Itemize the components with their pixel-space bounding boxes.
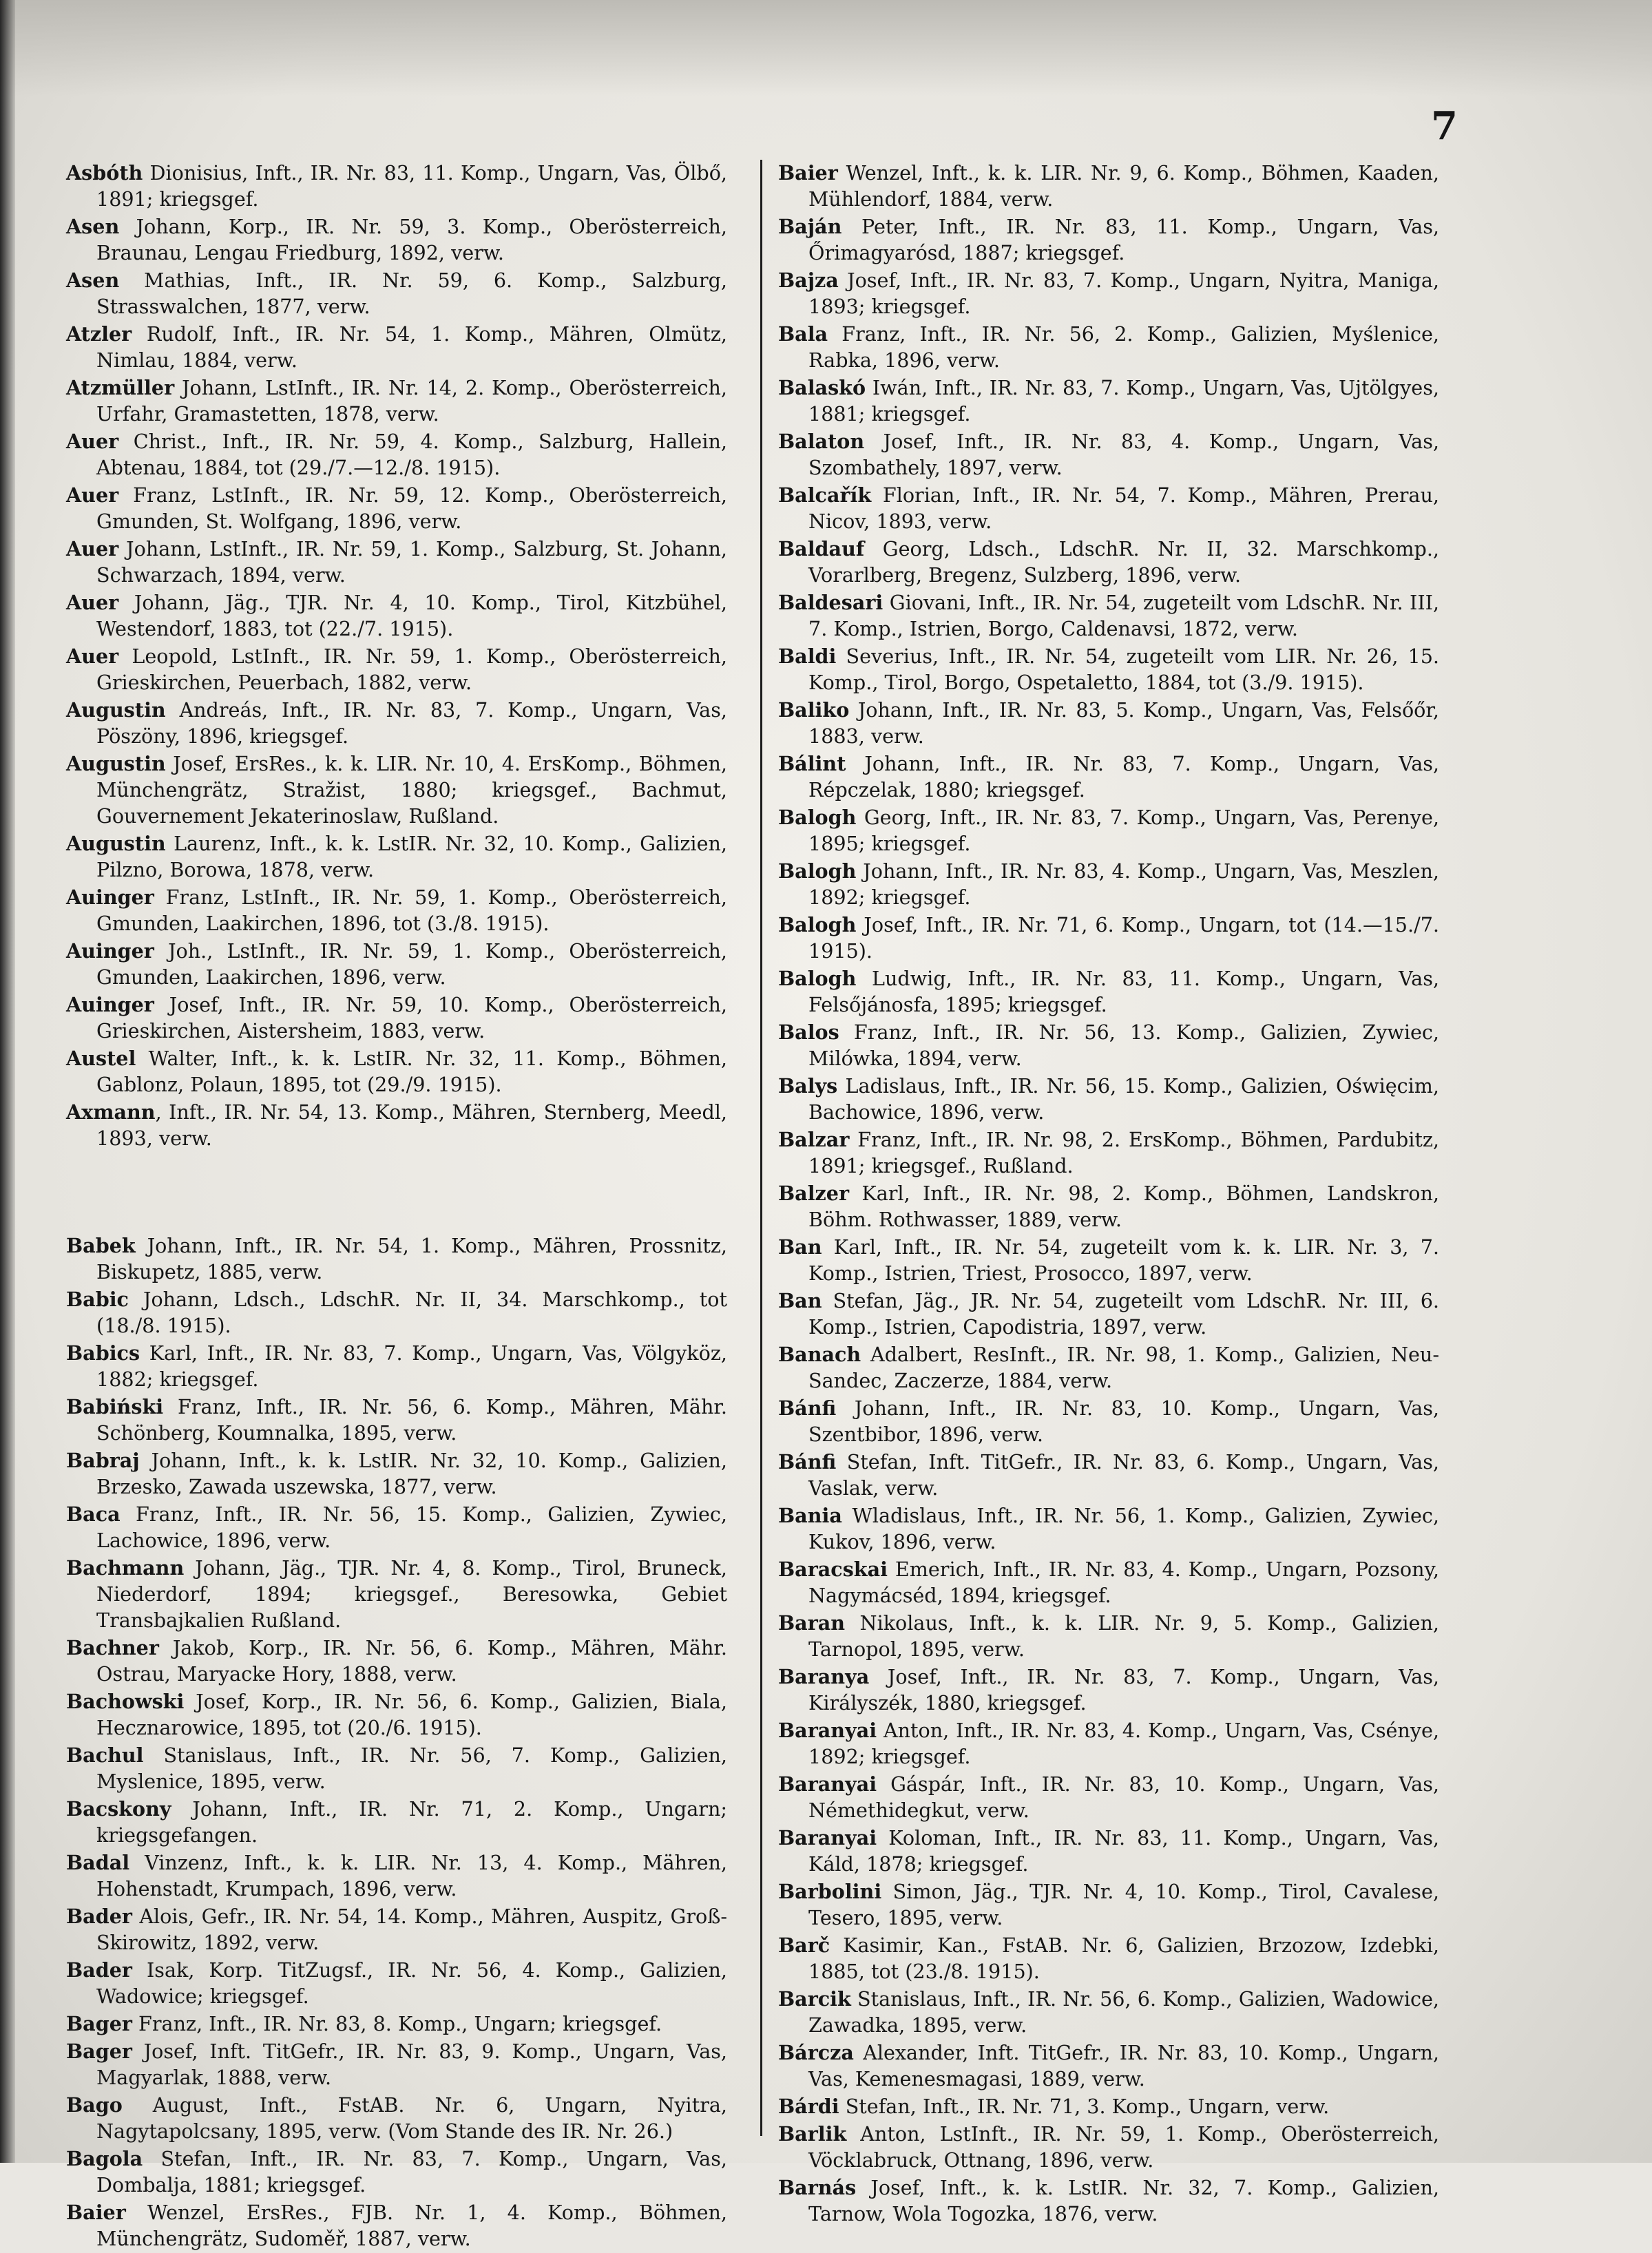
register-entry <box>66 1233 727 1285</box>
entry-details: Josef, ErsRes., k. k. LIR. Nr. 10, 4. ErsKomp., Böhmen, Münchengrätz, Stražist, 1880; kriegsgef., Bachmut, Gouvernement Jekaterinoslaw, Rußland. <box>96 752 727 828</box>
entry-surname: Bala <box>778 322 828 346</box>
entry-surname: Baldauf <box>778 537 865 560</box>
register-entry <box>778 1180 1439 1233</box>
register-entry <box>778 1932 1439 1984</box>
entry-details: Anton, Inft., IR. Nr. 83, 4. Komp., Ungarn, Vas, Csénye, 1892; kriegsgef. <box>808 1719 1439 1768</box>
entry-details: Ludwig, Inft., IR. Nr. 83, 11. Komp., Ungarn, Vas, Felsőjánosfa, 1895; kriegsgef. <box>808 967 1439 1016</box>
entry-details: Koloman, Inft., IR. Nr. 83, 11. Komp., Ungarn, Vas, Káld, 1878; kriegsgef. <box>808 1826 1439 1876</box>
entry-surname: Asen <box>66 215 120 238</box>
entry-details: Karl, Inft., IR. Nr. 83, 7. Komp., Ungarn, Vas, Völgyköz, 1882; kriegsgef. <box>96 1341 727 1391</box>
entry-surname: Baranyai <box>778 1772 877 1796</box>
entry-details: Johann, Inft., IR. Nr. 83, 7. Komp., Ungarn, Vas, Répczelak, 1880; kriegsgef. <box>808 752 1439 801</box>
entry-details: Stefan, Inft., IR. Nr. 71, 3. Komp., Ungarn, verw. <box>839 2095 1330 2118</box>
register-entry <box>778 751 1439 803</box>
entry-surname: Ban <box>778 1289 822 1312</box>
column-divider <box>760 160 762 2136</box>
entry-surname: Baliko <box>778 698 850 722</box>
entry-surname: Bálint <box>778 752 846 775</box>
register-entry <box>66 482 727 534</box>
register-entry <box>778 1341 1439 1394</box>
entry-details: Josef, Inft., IR. Nr. 83, 4. Komp., Ungarn, Vas, Szombathely, 1897, verw. <box>808 430 1439 479</box>
entry-details: Georg, Ldsch., LdschR. Nr. II, 32. Marschkomp., Vorarlberg, Bregenz, Sulzberg, 1896, verw. <box>808 537 1439 587</box>
register-entry <box>66 1099 727 1151</box>
entry-details: Laurenz, Inft., k. k. LstIR. Nr. 32, 10. Komp., Galizien, Pilzno, Borowa, 1878, verw. <box>96 832 727 881</box>
register-entry <box>778 697 1439 749</box>
entry-surname: Babraj <box>66 1449 140 1472</box>
register-entry <box>66 1742 727 1794</box>
entry-details: Johann, Jäg., TJR. Nr. 4, 10. Komp., Tirol, Kitzbühel, Westendorf, 1883, tot (22./7. 1915). <box>96 591 727 640</box>
entry-details: Josef, Inft. TitGefr., IR. Nr. 83, 9. Komp., Ungarn, Vas, Magyarlak, 1888, verw. <box>96 2040 727 2089</box>
entry-details: Johann, Inft., IR. Nr. 83, 4. Komp., Ungarn, Vas, Meszlen, 1892; kriegsgef. <box>808 859 1439 909</box>
entry-details: Gáspár, Inft., IR. Nr. 83, 10. Komp., Ungarn, Vas, Némethidegkut, verw. <box>808 1772 1439 1822</box>
entry-surname: Baier <box>778 161 838 185</box>
entry-details: Johann, Inft., IR. Nr. 71, 2. Komp., Ungarn; kriegsgefangen. <box>96 1797 727 1847</box>
register-entry <box>778 965 1439 1018</box>
entry-details: Stefan, Inft., IR. Nr. 83, 7. Komp., Ungarn, Vas, Dombalja, 1881; kriegsgef. <box>96 2147 727 2197</box>
entry-surname: Babic <box>66 1288 129 1311</box>
entry-details: Johann, Inft., IR. Nr. 83, 5. Komp., Ungarn, Vas, Felsőőr, 1883, verw. <box>808 698 1439 748</box>
entry-details: Leopold, LstInft., IR. Nr. 59, 1. Komp., Oberösterreich, Grieskirchen, Peuerbach, 1882, verw. <box>96 645 727 694</box>
entry-details: Johann, LstInft., IR. Nr. 14, 2. Komp., Oberösterreich, Urfahr, Gramastetten, 1878, verw. <box>96 376 727 426</box>
register-entry <box>66 1340 727 1392</box>
binding-edge <box>0 0 15 2163</box>
register-entry <box>66 1635 727 1687</box>
page-number: 7 <box>1431 103 1458 149</box>
entry-surname: Banach <box>778 1343 861 1366</box>
entry-details: August, Inft., FstAB. Nr. 6, Ungarn, Nyitra, Nagytapolcsany, 1895, verw. (Vom Stande des IR. Nr. 26.) <box>96 2093 727 2143</box>
entry-surname: Balogh <box>778 806 857 829</box>
entry-details: Adalbert, ResInft., IR. Nr. 98, 1. Komp., Galizien, Neu-Sandec, Zaczerze, 1884, verw. <box>808 1343 1439 1392</box>
entry-surname: Balogh <box>778 967 857 990</box>
register-entry <box>66 1903 727 1956</box>
entry-details: Iwán, Inft., IR. Nr. 83, 7. Komp., Ungarn, Vas, Ujtölgyes, 1881; kriegsgef. <box>808 376 1439 426</box>
register-entry <box>66 321 727 373</box>
entry-surname: Balaskó <box>778 376 866 399</box>
entry-surname: Bania <box>778 1504 842 1527</box>
entry-surname: Balzer <box>778 1182 850 1205</box>
register-entry <box>66 2038 727 2090</box>
register-entry <box>778 213 1439 266</box>
entry-surname: Asen <box>66 269 120 292</box>
entry-details: Johann, Inft., IR. Nr. 54, 1. Komp., Mähren, Prossnitz, Biskupetz, 1885, verw. <box>96 1234 727 1283</box>
entry-surname: Baranya <box>778 1665 870 1688</box>
entry-surname: Baján <box>778 215 842 238</box>
entry-surname: Baier <box>66 2201 126 2224</box>
entry-details: Alexander, Inft. TitGefr., IR. Nr. 83, 10. Komp., Ungarn, Vas, Kemenesmagasi, 1889, verw. <box>808 2041 1439 2090</box>
entry-details: Wenzel, ErsRes., FJB. Nr. 1, 4. Komp., Böhmen, Münchengrätz, Sudoměř, 1887, verw. <box>96 2201 727 2250</box>
register-entry <box>778 1234 1439 1286</box>
entry-surname: Balzar <box>778 1128 850 1151</box>
register-entry <box>66 1286 727 1339</box>
entry-surname: Balogh <box>778 859 857 883</box>
entry-details: Alois, Gefr., IR. Nr. 54, 14. Komp., Mähren, Auspitz, Groß-Skirowitz, 1892, verw. <box>96 1905 727 1954</box>
entry-surname: Baranyai <box>778 1719 877 1742</box>
entry-surname: Augustin <box>66 832 166 855</box>
entry-details: Franz, LstInft., IR. Nr. 59, 1. Komp., Oberösterreich, Gmunden, Laakirchen, 1896, tot (3./8. 1915). <box>96 886 727 935</box>
entry-surname: Augustin <box>66 698 166 722</box>
register-entry <box>66 213 727 266</box>
entry-details: Franz, Inft., IR. Nr. 98, 2. ErsKomp., Böhmen, Pardubitz, 1891; kriegsgef., Rußland. <box>808 1128 1439 1177</box>
entry-surname: Bachner <box>66 1636 159 1659</box>
entry-details: Ladislaus, Inft., IR. Nr. 56, 15. Komp., Galizien, Oświęcim, Bachowice, 1896, verw. <box>808 1074 1439 1124</box>
entry-surname: Bachul <box>66 1743 144 1767</box>
entry-details: Stefan, Jäg., JR. Nr. 54, zugeteilt vom LdschR. Nr. III, 6. Komp., Istrien, Capodistria, 1897, verw. <box>808 1289 1439 1339</box>
right-column <box>778 160 1439 2228</box>
entry-surname: Baranyai <box>778 1826 877 1849</box>
register-entry <box>778 536 1439 588</box>
register-entry <box>66 2146 727 2198</box>
entry-surname: Asbóth <box>66 161 143 185</box>
entry-details: Franz, Inft., IR. Nr. 56, 13. Komp., Galizien, Zywiec, Milówka, 1894, verw. <box>808 1020 1439 1070</box>
register-entry <box>778 160 1439 212</box>
entry-surname: Auer <box>66 483 119 507</box>
entry-details: Josef, Inft., IR. Nr. 83, 7. Komp., Ungarn, Vas, Királyszék, 1880, kriegsgef. <box>808 1665 1439 1715</box>
register-entry <box>778 1771 1439 1823</box>
entry-surname: Bago <box>66 2093 123 2117</box>
entry-details: Stanislaus, Inft., IR. Nr. 56, 7. Komp., Galizien, Myslenice, 1895, verw. <box>96 1743 727 1793</box>
entry-surname: Bachmann <box>66 1556 185 1580</box>
register-entry <box>778 2175 1439 2227</box>
entry-details: Giovani, Inft., IR. Nr. 54, zugeteilt vom LdschR. Nr. III, 7. Komp., Istrien, Borgo, Caldenavsi, 1872, verw. <box>808 591 1439 640</box>
entry-surname: Ban <box>778 1235 822 1259</box>
register-entry <box>778 804 1439 857</box>
register-entry <box>66 2092 727 2144</box>
entry-details: Joh., LstInft., IR. Nr. 59, 1. Komp., Oberösterreich, Gmunden, Laakirchen, 1896, verw. <box>96 939 727 989</box>
register-entry <box>778 1073 1439 1125</box>
entry-surname: Atzler <box>66 322 132 346</box>
entry-details: Stefan, Inft. TitGefr., IR. Nr. 83, 6. Komp., Ungarn, Vas, Vaslak, verw. <box>808 1450 1439 1500</box>
entry-surname: Balcařík <box>778 483 872 507</box>
register-entry <box>778 912 1439 964</box>
entry-details: Josef, Inft., IR. Nr. 83, 7. Komp., Ungarn, Nyitra, Maniga, 1893; kriegsgef. <box>808 269 1439 318</box>
register-entry <box>778 267 1439 319</box>
entry-surname: Bánfi <box>778 1450 837 1474</box>
entry-details: Johann, Jäg., TJR. Nr. 4, 8. Komp., Tirol, Bruneck, Niederdorf, 1894; kriegsgef., Beresowka, Gebiet Transbajkalien Rußland. <box>96 1556 727 1632</box>
register-entry <box>66 536 727 588</box>
scan-top-shadow <box>0 0 1652 96</box>
entry-details: Stanislaus, Inft., IR. Nr. 56, 6. Komp., Galizien, Wadowice, Zawadka, 1895, verw. <box>808 1987 1439 2037</box>
entry-details: Nikolaus, Inft., k. k. LIR. Nr. 9, 5. Komp., Galizien, Tarnopol, 1895, verw. <box>808 1611 1439 1661</box>
entry-surname: Bager <box>66 2012 132 2035</box>
entry-details: Johann, Korp., IR. Nr. 59, 3. Komp., Oberösterreich, Braunau, Lengau Friedburg, 1892, verw. <box>96 215 727 264</box>
register-entry <box>778 1019 1439 1071</box>
entry-surname: Barnás <box>778 2176 857 2199</box>
register-entry <box>778 1395 1439 1447</box>
entry-details: Andreás, Inft., IR. Nr. 83, 7. Komp., Ungarn, Vas, Pöszöny, 1896, kriegsgef. <box>96 698 727 748</box>
register-entry <box>66 830 727 883</box>
entry-details: Anton, LstInft., IR. Nr. 59, 1. Komp., Oberösterreich, Vöcklabruck, Ottnang, 1896, verw. <box>808 2122 1439 2172</box>
entry-details: Johann, Ldsch., LdschR. Nr. II, 34. Marschkomp., tot (18./8. 1915). <box>96 1288 727 1337</box>
register-entry <box>778 2040 1439 2092</box>
entry-surname: Bader <box>66 1958 132 1982</box>
register-entry <box>778 1610 1439 1662</box>
entry-surname: Auer <box>66 645 119 668</box>
register-entry <box>66 751 727 829</box>
entry-details: , Inft., IR. Nr. 54, 13. Komp., Mähren, Sternberg, Meedl, 1893, verw. <box>96 1100 727 1150</box>
entry-details: Karl, Inft., IR. Nr. 98, 2. Komp., Böhmen, Landskron, Böhm. Rothwasser, 1889, verw. <box>808 1182 1439 1231</box>
entry-details: Franz, Inft., IR. Nr. 56, 15. Komp., Galizien, Zywiec, Lachowice, 1896, verw. <box>96 1502 727 1552</box>
entry-details: Franz, LstInft., IR. Nr. 59, 12. Komp., Oberösterreich, Gmunden, St. Wolfgang, 1896, verw. <box>96 483 727 533</box>
register-entry <box>66 1796 727 1848</box>
register-entry <box>778 1556 1439 1608</box>
register-entry <box>778 482 1439 534</box>
register-entry <box>778 2093 1439 2119</box>
register-entry <box>66 428 727 481</box>
register-entry <box>778 1878 1439 1931</box>
register-entry <box>778 858 1439 910</box>
entry-surname: Baracskai <box>778 1558 888 1581</box>
entry-details: Jakob, Korp., IR. Nr. 56, 6. Komp., Mähren, Mähr. Ostrau, Maryacke Hory, 1888, verw. <box>96 1636 727 1686</box>
entry-surname: Bárdi <box>778 2095 839 2118</box>
entry-details: Simon, Jäg., TJR. Nr. 4, 10. Komp., Tirol, Cavalese, Tesero, 1895, verw. <box>808 1880 1439 1929</box>
entry-details: Mathias, Inft., IR. Nr. 59, 6. Komp., Salzburg, Strasswalchen, 1877, verw. <box>96 269 727 318</box>
entry-surname: Atzmüller <box>66 376 175 399</box>
entry-details: Walter, Inft., k. k. LstIR. Nr. 32, 11. Komp., Böhmen, Gablonz, Polaun, 1895, tot (29./9. 1915). <box>96 1047 727 1096</box>
entry-surname: Barlik <box>778 2122 847 2146</box>
entry-details: Wenzel, Inft., k. k. LIR. Nr. 9, 6. Komp., Böhmen, Kaaden, Mühlendorf, 1884, verw. <box>808 161 1439 211</box>
register-entry <box>778 428 1439 481</box>
entry-surname: Auer <box>66 430 119 453</box>
register-entry <box>778 1288 1439 1340</box>
register-entry <box>778 1664 1439 1716</box>
register-entry <box>66 1957 727 2009</box>
entry-details: Christ., Inft., IR. Nr. 59, 4. Komp., Salzburg, Hallein, Abtenau, 1884, tot (29./7.—12./8. 1915). <box>96 430 727 479</box>
register-entry <box>778 1825 1439 1877</box>
register-entry <box>66 589 727 642</box>
entry-details: Josef, Inft., IR. Nr. 71, 6. Komp., Ungarn, tot (14.—15./7. 1915). <box>808 913 1439 963</box>
register-entry <box>66 1849 727 1902</box>
entry-surname: Baran <box>778 1611 846 1635</box>
register-entry <box>66 160 727 212</box>
register-entry <box>66 1688 727 1741</box>
entry-details: Franz, Inft., IR. Nr. 56, 2. Komp., Galizien, Myślenice, Rabka, 1896, verw. <box>808 322 1439 372</box>
entry-details: Josef, Inft., k. k. LstIR. Nr. 32, 7. Komp., Galizien, Tarnow, Wola Togozka, 1876, verw. <box>808 2176 1439 2225</box>
entry-surname: Badal <box>66 1851 130 1874</box>
entry-details: Johann, Inft., IR. Nr. 83, 10. Komp., Ungarn, Vas, Szentbibor, 1896, verw. <box>808 1396 1439 1446</box>
entry-details: Johann, LstInft., IR. Nr. 59, 1. Komp., Salzburg, St. Johann, Schwarzach, 1894, verw. <box>96 537 727 587</box>
entry-details: Franz, Inft., IR. Nr. 83, 8. Komp., Ungarn; kriegsgef. <box>132 2012 662 2035</box>
register-entry <box>778 1126 1439 1179</box>
entry-details: Georg, Inft., IR. Nr. 83, 7. Komp., Ungarn, Vas, Perenye, 1895; kriegsgef. <box>808 806 1439 855</box>
register-entry <box>778 1449 1439 1501</box>
entry-surname: Barbolini <box>778 1880 882 1903</box>
entry-surname: Bárcza <box>778 2041 854 2064</box>
entry-surname: Balys <box>778 1074 838 1098</box>
register-entry <box>778 2121 1439 2173</box>
register-entry <box>66 992 727 1044</box>
entry-details: Johann, Inft., k. k. LstIR. Nr. 32, 10. Komp., Galizien, Brzesko, Zawada uszewska, 1877, verw. <box>96 1449 727 1498</box>
entry-surname: Balogh <box>778 913 857 936</box>
entry-surname: Bacskony <box>66 1797 171 1821</box>
entry-surname: Auinger <box>66 886 154 909</box>
register-entry <box>66 1447 727 1500</box>
entry-surname: Barcik <box>778 1987 851 2011</box>
register-entry <box>66 1045 727 1098</box>
entry-surname: Baldi <box>778 645 837 668</box>
entry-details: Josef, Korp., IR. Nr. 56, 6. Komp., Galizien, Biala, Hecznarowice, 1895, tot (20./6. 1915). <box>96 1690 727 1739</box>
entry-surname: Axmann <box>66 1100 156 1124</box>
entry-details: Vinzenz, Inft., k. k. LIR. Nr. 13, 4. Komp., Mähren, Hohenstadt, Krumpach, 1896, verw. <box>96 1851 727 1900</box>
register-entry <box>66 1394 727 1446</box>
entry-surname: Bagola <box>66 2147 143 2170</box>
entry-surname: Augustin <box>66 752 166 775</box>
entry-details: Dionisius, Inft., IR. Nr. 83, 11. Komp., Ungarn, Vas, Ölbő, 1891; kriegsgef. <box>96 161 727 211</box>
register-entry <box>66 643 727 695</box>
left-column <box>66 160 727 2253</box>
entry-surname: Bager <box>66 2040 132 2063</box>
entry-surname: Babiński <box>66 1395 164 1418</box>
entry-surname: Balos <box>778 1020 839 1044</box>
entry-details: Florian, Inft., IR. Nr. 54, 7. Komp., Mähren, Prerau, Nicov, 1893, verw. <box>808 483 1439 533</box>
entry-surname: Austel <box>66 1047 136 1070</box>
entry-details: Karl, Inft., IR. Nr. 54, zugeteilt vom k. k. LIR. Nr. 3, 7. Komp., Istrien, Triest, Prosocco, 1897, verw. <box>808 1235 1439 1285</box>
entry-surname: Bader <box>66 1905 132 1928</box>
register-entry <box>66 375 727 427</box>
entry-surname: Barč <box>778 1934 830 1957</box>
entry-details: Isak, Korp. TitZugsf., IR. Nr. 56, 4. Komp., Galizien, Wadowice; kriegsgef. <box>96 1958 727 2008</box>
register-entry <box>66 697 727 749</box>
entry-details: Kasimir, Kan., FstAB. Nr. 6, Galizien, Brzozow, Izdebki, 1885, tot (23./8. 1915). <box>808 1934 1439 1983</box>
entry-details: Severius, Inft., IR. Nr. 54, zugeteilt vom LIR. Nr. 26, 15. Komp., Tirol, Borgo, Ospetaletto, 1884, tot (3./9. 1915). <box>808 645 1439 694</box>
entry-surname: Balaton <box>778 430 865 453</box>
register-entry <box>66 1555 727 1633</box>
register-entry <box>778 375 1439 427</box>
entry-details: Emerich, Inft., IR. Nr. 83, 4. Komp., Ungarn, Pozsony, Nagymácséd, 1894, kriegsgef. <box>808 1558 1439 1607</box>
entry-details: Franz, Inft., IR. Nr. 56, 6. Komp., Mähren, Mähr. Schönberg, Koumnalka, 1895, verw. <box>96 1395 727 1445</box>
entry-surname: Auer <box>66 537 119 560</box>
entry-details: Josef, Inft., IR. Nr. 59, 10. Komp., Oberösterreich, Grieskirchen, Aistersheim, 1883, verw. <box>96 993 727 1042</box>
register-entry <box>778 321 1439 373</box>
register-entry <box>66 1501 727 1553</box>
entry-details: Peter, Inft., IR. Nr. 83, 11. Komp., Ungarn, Vas, Őrimagyarósd, 1887; kriegsgef. <box>808 215 1439 264</box>
register-entry <box>66 2199 727 2252</box>
entry-surname: Bajza <box>778 269 839 292</box>
register-entry <box>778 1502 1439 1555</box>
register-entry <box>778 1986 1439 2038</box>
entry-surname: Babics <box>66 1341 140 1365</box>
register-entry <box>778 643 1439 695</box>
entry-surname: Baldesari <box>778 591 883 614</box>
entry-surname: Auer <box>66 591 119 614</box>
register-entry <box>66 2011 727 2037</box>
register-entry <box>778 1717 1439 1770</box>
register-entry <box>66 884 727 936</box>
register-entry <box>66 938 727 990</box>
entry-surname: Baca <box>66 1502 121 1526</box>
entry-details: Rudolf, Inft., IR. Nr. 54, 1. Komp., Mähren, Olmütz, Nimlau, 1884, verw. <box>96 322 727 372</box>
register-entry <box>66 267 727 319</box>
entry-surname: Auinger <box>66 939 154 963</box>
register-entry <box>778 589 1439 642</box>
entry-surname: Bánfi <box>778 1396 837 1420</box>
entry-surname: Auinger <box>66 993 154 1016</box>
entry-details: Wladislaus, Inft., IR. Nr. 56, 1. Komp., Galizien, Zywiec, Kukov, 1896, verw. <box>808 1504 1439 1553</box>
entry-surname: Bachowski <box>66 1690 185 1713</box>
entry-surname: Babek <box>66 1234 136 1257</box>
